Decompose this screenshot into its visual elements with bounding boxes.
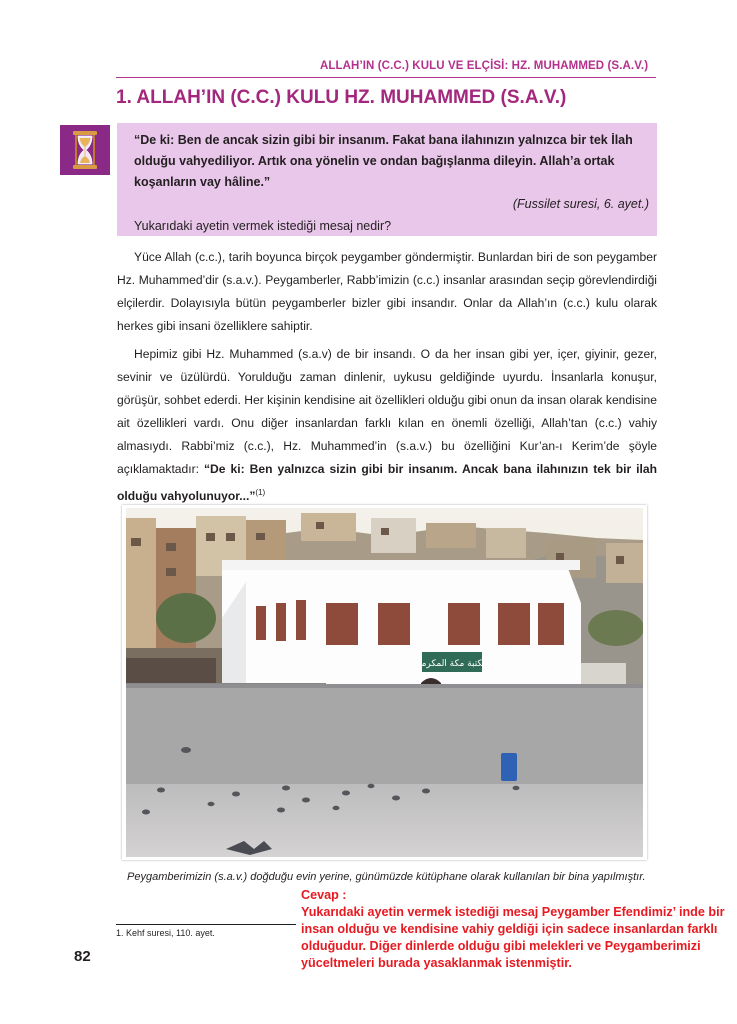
answer-label: Cevap : xyxy=(301,888,347,902)
hourglass-icon xyxy=(60,125,110,175)
answer-block xyxy=(301,887,737,972)
quote-box xyxy=(117,123,657,236)
header-rule xyxy=(116,77,656,78)
ayah-quote: “De ki: Ben de ancak sizin gibi bir insanım. Fakat bana ilahınızın yalnızca bir tek İlah olduğu vahyediliyor. Artık ona yönelin ve ondan bağışlanma dileyin. Allah’a ortak koşanların vay hâline.” xyxy=(134,133,633,189)
paragraph-1: Yüce Allah (c.c.), tarih boyunca birçok peygamber göndermiştir. Bunlardan biri de son peygamber Hz. Muhammed’dir (s.a.v.). Peygamberler, Rabb’imizin (c.c.) insanlar arasından seçip görevlendirdiği elçilerdir. Dolayısıyla bütün peygamberler bizler gibi insandır. Onlar da Allah’ın (c.c.) kulu olarak herkes gibi insani özelliklere sahiptir. xyxy=(117,250,657,333)
chapter-title: 1. ALLAH’IN (C.C.) KULU HZ. MUHAMMED (S.A.V.) xyxy=(116,87,567,108)
quote-question: Yukarıdaki ayetin vermek istediği mesaj nedir? xyxy=(134,219,392,233)
running-title: ALLAH’IN (C.C.) KULU VE ELÇİSİ: HZ. MUHAMMED (S.A.V.) xyxy=(320,60,649,72)
footnote-rule xyxy=(116,924,296,925)
answer-text: Yukarıdaki ayetin vermek istediği mesaj Peygamber Efendimiz’ inde bir insan olduğu ve kendisine vahiy geldiği için sadece insanlardan farklı olduğudur. Diğer dinlerde olduğu gibi melekleri ve Peygamberimizi yüceltmeleri burada yasaklanmak istenmiştir. xyxy=(301,905,725,970)
library-building-photo xyxy=(126,508,643,857)
body-text xyxy=(117,246,657,508)
footnote: 1. Kehf suresi, 110. ayet. xyxy=(116,928,215,938)
footnote-ref: (1) xyxy=(255,488,266,497)
inline-ayah-quote: “De ki: Ben yalnızca sizin gibi bir insanım. Ancak bana ilahınızın tek bir ilah olduğu vahyolunuyor...” xyxy=(117,462,657,504)
photo-caption: Peygamberimizin (s.a.v.) doğduğu evin yerine, günümüzde kütüphane olarak kullanılan bir bina yapılmıştır. xyxy=(127,871,646,883)
library-sign-text: مكتبة مكة المكرمة xyxy=(416,659,488,669)
paragraph-2: Hepimiz gibi Hz. Muhammed (s.a.v) de bir insandı. O da her insan gibi yer, içer, giyinir, gezer, sevinir ve üzülürdü. Yorulduğu zaman dinlenir, uykusu geldiğinde uyurdu. İnsanlarla konuşur, görüşür, sohbet ederdi. Her kişinin kendisine ait özellikleri olduğu gibi onun da insan olarak kendisine ait özellikleri vardı. Onu diğer insanlardan farklı kılan en önemli özelliği, Allah’tan (c.c.) vahiy almasıydı. Rabbi’miz (c.c.), Hz. Muhammed’in (s.a.v.) bu özelliğini Kur’an-ı Kerim’de şöyle açıklamaktadır: “De ki: Ben yalnızca sizin gibi bir insanım. Ancak bana ilahınızın tek bir ilah olduğu vahyolunuyor...”$^{(1)}$ xyxy=(117,347,657,504)
page-number: 82 xyxy=(74,948,91,965)
quote-source: (Fussilet suresi, 6. ayet.) xyxy=(512,197,649,211)
photo-frame xyxy=(122,505,647,860)
